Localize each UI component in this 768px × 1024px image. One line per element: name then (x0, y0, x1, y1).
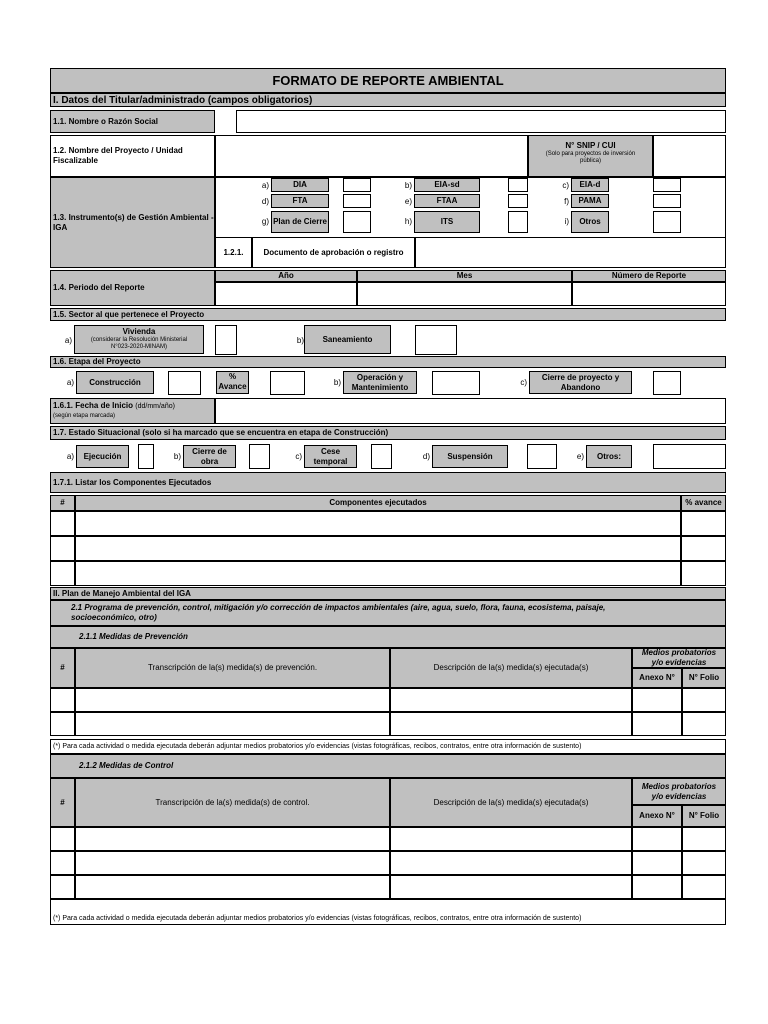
instr-pama-check[interactable] (653, 194, 681, 208)
table-row[interactable] (390, 712, 632, 736)
comp-header: Componentes ejecutados (75, 495, 681, 511)
table-row[interactable] (50, 536, 75, 561)
sector-label: 1.5. Sector al que pertenece el Proyecto (50, 308, 726, 321)
estado-b-letter: b) (173, 452, 181, 461)
fecha-inicio-input[interactable] (215, 398, 726, 424)
table-row[interactable] (681, 536, 726, 561)
etapa-b-letter: b) (333, 378, 341, 387)
aprobacion-label: Documento de aprobación o registro (252, 237, 415, 268)
nombre-label: 1.1. Nombre o Razón Social (50, 110, 215, 133)
table-row[interactable] (632, 827, 682, 851)
instr-its-check[interactable] (508, 211, 528, 233)
table-row[interactable] (632, 712, 682, 736)
fecha-inicio-label (50, 398, 215, 424)
instr-letter-f: f) (564, 197, 569, 206)
instr-letter-d: d) (261, 197, 269, 206)
instr-letter-e: e) (404, 197, 412, 206)
instr-letter-b: b) (404, 181, 412, 190)
instr-otros: Otros (571, 211, 609, 233)
numero-reporte-input[interactable] (572, 282, 726, 306)
prev-medios-header: Medios probatorios y/o evidencias (632, 648, 726, 668)
instr-dia-check[interactable] (343, 178, 371, 192)
instr-letter-a: a) (261, 181, 269, 190)
vivienda-note: (considerar la Resolución Ministerial N°023-2020-MINAM) (90, 337, 188, 350)
table-row[interactable] (682, 688, 726, 712)
instr-otros-check[interactable] (653, 211, 681, 233)
table-row[interactable] (75, 536, 681, 561)
table-row[interactable] (50, 712, 75, 736)
section-1-header: I. Datos del Titular/administrado (campos obligatorios) (50, 93, 726, 107)
prev-hash-header: # (50, 648, 75, 688)
construccion-check[interactable] (168, 371, 201, 395)
numero-reporte-header: Número de Reporte (572, 270, 726, 282)
proyecto-label: 1.2. Nombre del Proyecto / Unidad Fiscalizable (50, 135, 215, 177)
snip-input[interactable] (653, 135, 726, 177)
snip-label (528, 135, 653, 177)
table-row[interactable] (682, 851, 726, 875)
instr-fta: FTA (271, 194, 329, 208)
suspension-label: Suspensión (432, 445, 508, 468)
otros-estado-input[interactable] (653, 444, 726, 469)
prev-trans-header: Transcripción de la(s) medida(s) de prevención. (75, 648, 390, 688)
fecha-inicio-line (53, 401, 212, 412)
aprobacion-num: 1.2.1. (215, 237, 252, 268)
avance-word: Avance (218, 382, 247, 391)
prev-anexo-header: Anexo N° (632, 668, 682, 688)
sector-a-letter: a) (64, 336, 72, 345)
etapa-a-letter: a) (66, 378, 74, 387)
estado-a-letter: a) (66, 452, 74, 461)
nombre-input[interactable] (236, 110, 726, 133)
ctrl-footnote: (*) Para cada actividad o medida ejecutada deberán adjuntar medios probatorios y/o evidencias (vistas fotográficas, recibos, contratos, entre otra información de sustento) (53, 915, 582, 922)
table-row[interactable] (50, 875, 75, 899)
instr-eia-sd: EIA-sd (414, 178, 480, 192)
cierre-obra-label: Cierre de obra (183, 445, 236, 468)
instr-letter-i: i) (564, 217, 569, 226)
otros-estado-label: Otros: (586, 445, 632, 468)
ctrl-footnote-box (50, 899, 726, 925)
ctrl-anexo-header: Anexo N° (632, 805, 682, 827)
comp-hash-header: # (50, 495, 75, 511)
programa-label: 2.1 Programa de prevención, control, mitigación y/o corrección de impactos ambientales (aire, agua, suelo, flora, fauna, ecosistema, paisaje, socioeconómico, otro) (50, 600, 726, 626)
ctrl-medios-header: Medios probatorios y/o evidencias (632, 778, 726, 805)
etapa-c-letter: c) (520, 378, 527, 387)
avance-pct: % (228, 372, 237, 381)
instr-letter-c: c) (562, 181, 569, 190)
table-row[interactable] (390, 688, 632, 712)
ctrl-hash-header: # (50, 778, 75, 827)
comp-avance-header: % avance (681, 495, 726, 511)
table-row[interactable] (682, 827, 726, 851)
table-row[interactable] (50, 511, 75, 536)
table-row[interactable] (75, 827, 390, 851)
instr-ftaa-check[interactable] (508, 194, 528, 208)
prevencion-title: 2.1.1 Medidas de Prevención (50, 626, 726, 648)
prev-folio-header: N° Folio (682, 668, 726, 688)
table-row[interactable] (50, 851, 75, 875)
table-row[interactable] (632, 851, 682, 875)
estado-e-letter: e) (576, 452, 584, 461)
anio-header: Año (215, 270, 357, 282)
table-row[interactable] (75, 712, 390, 736)
estado-c-letter: c) (295, 452, 302, 461)
instr-dia: DIA (271, 178, 329, 192)
fecha-inicio-note: (según etapa marcada) (53, 413, 116, 419)
table-row[interactable] (681, 511, 726, 536)
ejecucion-check[interactable] (138, 444, 154, 469)
fecha-inicio-title: 1.6.1. Fecha de Inicio (53, 401, 134, 410)
etapa-label: 1.6. Etapa del Proyecto (50, 356, 726, 368)
snip-note: (Solo para proyectos de inversión pública) (545, 151, 636, 164)
avance-input[interactable] (270, 371, 305, 395)
mes-header: Mes (357, 270, 572, 282)
table-row[interactable] (390, 875, 632, 899)
form-title: FORMATO DE REPORTE AMBIENTAL (50, 68, 726, 93)
table-row[interactable] (632, 875, 682, 899)
avance-label (216, 371, 249, 394)
operacion-label: Operación y Mantenimiento (343, 371, 417, 394)
table-row[interactable] (50, 688, 75, 712)
table-row[interactable] (390, 827, 632, 851)
instr-pama: PAMA (571, 194, 609, 208)
anio-input[interactable] (215, 282, 357, 306)
mes-input[interactable] (357, 282, 572, 306)
componentes-label: 1.7.1. Listar los Componentes Ejecutados (50, 472, 726, 493)
ctrl-desc-header: Descripción de la(s) medida(s) ejecutada(s) (390, 778, 632, 827)
vivienda-title: Vivienda (122, 327, 156, 336)
instr-eia-d: EIA-d (571, 178, 609, 192)
table-row[interactable] (632, 688, 682, 712)
estado-d-letter: d) (422, 452, 430, 461)
instr-letter-h: h) (404, 217, 412, 226)
ejecucion-label: Ejecución (76, 445, 129, 468)
table-row[interactable] (681, 561, 726, 586)
table-row[interactable] (75, 511, 681, 536)
saneamiento-check[interactable] (415, 325, 457, 355)
table-row[interactable] (75, 851, 390, 875)
table-row[interactable] (390, 851, 632, 875)
aprobacion-input[interactable] (415, 237, 726, 268)
instr-plan-cierre: Plan de Cierre (271, 211, 329, 233)
instr-ftaa: FTAA (414, 194, 480, 208)
instrumento-label: 1.3. Instrumento(s) de Gestión Ambiental - IGA (50, 177, 215, 268)
instr-letter-g: g) (261, 217, 269, 226)
table-row[interactable] (75, 688, 390, 712)
ctrl-folio-header: N° Folio (682, 805, 726, 827)
cierre-obra-check[interactable] (249, 444, 270, 469)
table-row[interactable] (75, 875, 390, 899)
cese-temporal-label: Cese temporal (304, 445, 357, 468)
instr-eia-d-check[interactable] (653, 178, 681, 192)
vivienda-check[interactable] (215, 325, 237, 355)
cese-temporal-check[interactable] (371, 444, 392, 469)
suspension-check[interactable] (527, 444, 557, 469)
cierre-proyecto-label: Cierre de proyecto y Abandono (529, 371, 632, 394)
saneamiento-label: Saneamiento (304, 325, 391, 354)
prev-footnote: (*) Para cada actividad o medida ejecutada deberán adjuntar medios probatorios y/o evidencias (vistas fotográficas, recibos, contratos, entre otra información de sustento) (50, 739, 726, 754)
table-row[interactable] (682, 712, 726, 736)
sector-b-letter: b) (296, 336, 304, 345)
instr-fta-check[interactable] (343, 194, 371, 208)
instr-its: ITS (414, 211, 480, 233)
instr-plan-cierre-check[interactable] (343, 211, 371, 233)
control-title: 2.1.2 Medidas de Control (50, 754, 726, 778)
construccion-label: Construcción (76, 371, 154, 394)
estado-label: 1.7. Estado Situacional (solo si ha marcado que se encuentra en etapa de Construcción) (50, 426, 726, 440)
cierre-proyecto-check[interactable] (653, 371, 681, 395)
vivienda-label (74, 325, 204, 354)
table-row[interactable] (682, 875, 726, 899)
ctrl-trans-header: Transcripción de la(s) medida(s) de control. (75, 778, 390, 827)
fecha-inicio-format: (dd/mm/año) (135, 403, 175, 410)
snip-title: N° SNIP / CUI (565, 141, 616, 150)
proyecto-input[interactable] (215, 135, 528, 177)
table-row[interactable] (75, 561, 681, 586)
operacion-check[interactable] (432, 371, 480, 395)
section-2-header: II. Plan de Manejo Ambiental del IGA (50, 587, 726, 600)
table-row[interactable] (50, 827, 75, 851)
instr-eia-sd-check[interactable] (508, 178, 528, 192)
periodo-label: 1.4. Periodo del Reporte (50, 270, 215, 306)
prev-desc-header: Descripción de la(s) medida(s) ejecutada(s) (390, 648, 632, 688)
table-row[interactable] (50, 561, 75, 586)
